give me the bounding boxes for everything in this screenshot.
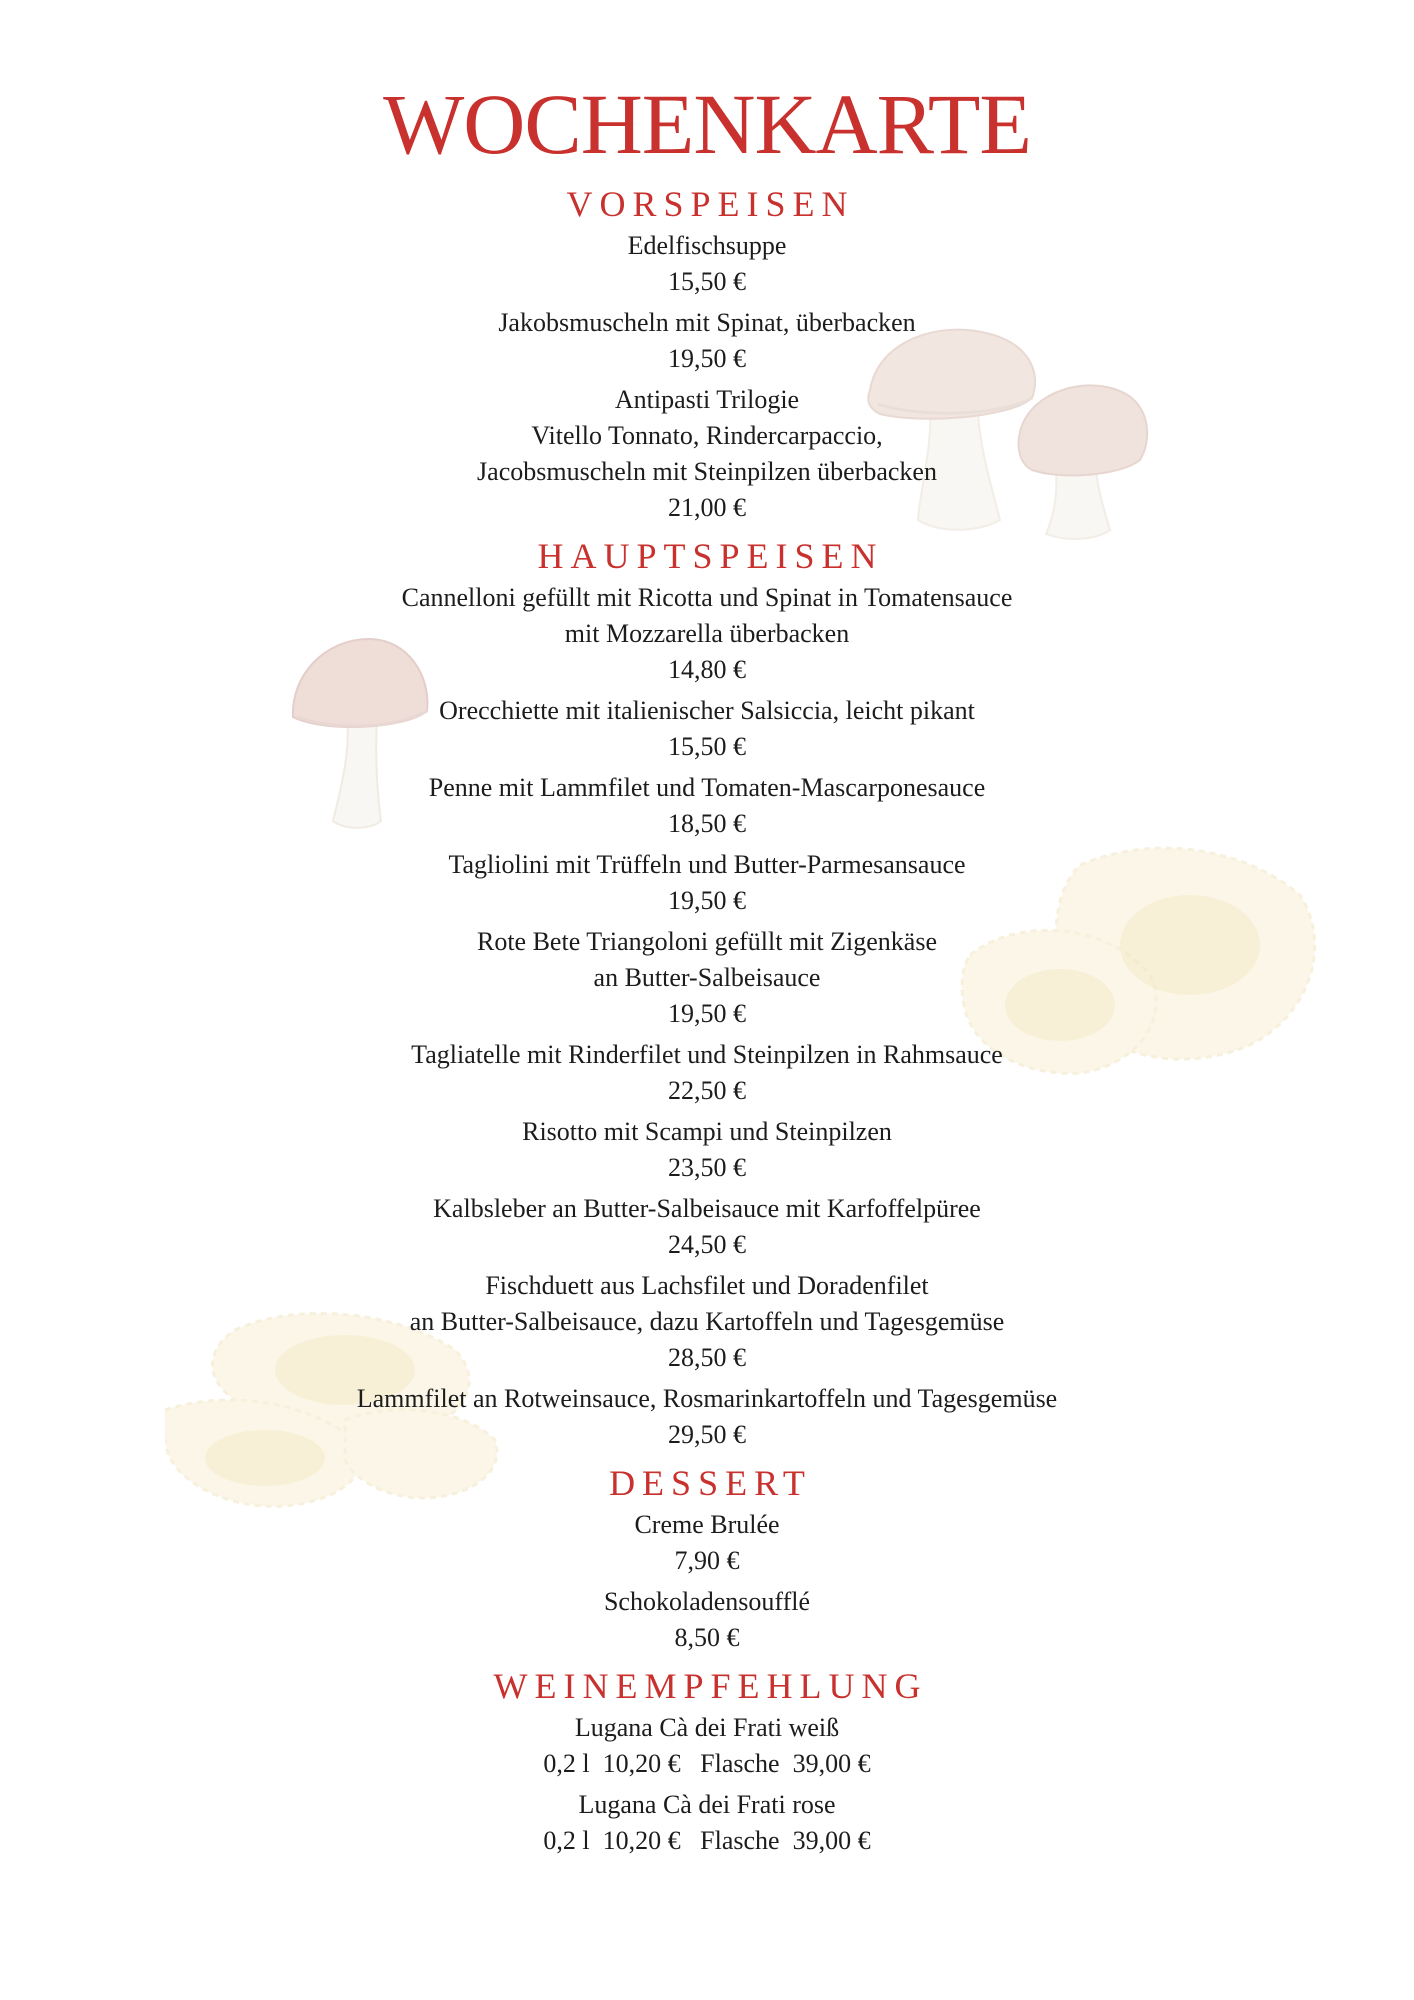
wine-item	[0, 1787, 1414, 1859]
item-price: 23,50 €	[668, 1153, 746, 1182]
menu-item	[0, 305, 1414, 377]
glass-price: 10,20 €	[602, 1826, 681, 1855]
item-name: Fischduett aus Lachsfilet und Doradenfilet	[485, 1271, 929, 1300]
glass-size: 0,2 l	[543, 1826, 590, 1855]
item-price: 22,50 €	[668, 1076, 746, 1105]
item-description: mit Mozzarella überbacken	[564, 619, 850, 648]
item-name: Rote Bete Triangoloni gefüllt mit Zigenkäse	[476, 927, 937, 956]
item-name: Lugana Cà dei Frati weiß	[574, 1713, 840, 1742]
item-name: Creme Brulée	[634, 1510, 780, 1539]
item-name: Antipasti Trilogie	[614, 385, 800, 414]
item-name: Orecchiette mit italienischer Salsiccia, leicht pikant	[439, 696, 975, 725]
menu-item	[0, 580, 1414, 688]
menu-item	[0, 382, 1414, 526]
item-price: 19,50 €	[668, 344, 746, 373]
menu-item	[0, 1268, 1414, 1376]
item-price: 7,90 €	[674, 1546, 740, 1575]
item-name: Tagliolini mit Trüffeln und Butter-Parmesansauce	[448, 850, 966, 879]
item-price: 18,50 €	[668, 809, 746, 838]
item-name: Lammfilet an Rotweinsauce, Rosmarinkartoffeln und Tagesgemüse	[356, 1384, 1058, 1413]
section-title: VORSPEISEN	[566, 184, 855, 224]
menu-item	[0, 1584, 1414, 1656]
item-name: Cannelloni gefüllt mit Ricotta und Spinat in Tomatensauce	[401, 583, 1013, 612]
item-price: 24,50 €	[668, 1230, 746, 1259]
item-price: 28,50 €	[668, 1343, 746, 1372]
item-description: an Butter-Salbeisauce, dazu Kartoffeln und Tagesgemüse	[409, 1307, 1005, 1336]
item-price: 15,50 €	[668, 732, 746, 761]
glass-price: 10,20 €	[602, 1749, 681, 1778]
bottle-price: 39,00 €	[792, 1826, 871, 1855]
section-title: WEINEMPFEHLUNG	[493, 1666, 928, 1706]
menu-item	[0, 1037, 1414, 1109]
bottle-price: 39,00 €	[792, 1749, 871, 1778]
menu-item	[0, 1507, 1414, 1579]
wine-price-row	[0, 1746, 1414, 1782]
menu-item	[0, 228, 1414, 300]
menu-section	[0, 1461, 1414, 1656]
item-name: Edelfischsuppe	[627, 231, 787, 260]
menu-item	[0, 1381, 1414, 1453]
item-price: 8,50 €	[674, 1623, 740, 1652]
item-name: Kalbsleber an Butter-Salbeisauce mit Karfoffelpüree	[433, 1194, 981, 1223]
item-name: Penne mit Lammfilet und Tomaten-Mascarponesauce	[428, 773, 986, 802]
bottle-label: Flasche	[700, 1749, 780, 1778]
menu-sections	[0, 182, 1414, 1859]
page-title: WOCHENKARTE	[383, 76, 1031, 172]
wine-price-row	[0, 1823, 1414, 1859]
item-price: 21,00 €	[668, 493, 746, 522]
item-price: 29,50 €	[668, 1420, 746, 1449]
item-description: an Butter-Salbeisauce	[593, 963, 821, 992]
section-title: DESSERT	[609, 1463, 812, 1503]
item-name: Schokoladensoufflé	[603, 1587, 811, 1616]
item-name: Risotto mit Scampi und Steinpilzen	[522, 1117, 892, 1146]
item-description: Jacobsmuscheln mit Steinpilzen überbacken	[477, 457, 937, 486]
menu-item	[0, 770, 1414, 842]
bottle-label: Flasche	[700, 1826, 780, 1855]
glass-size: 0,2 l	[543, 1749, 590, 1778]
section-title: HAUPTSPEISEN	[537, 536, 884, 576]
item-name: Jakobsmuscheln mit Spinat, überbacken	[498, 308, 916, 337]
menu-section	[0, 1664, 1414, 1859]
item-price: 15,50 €	[668, 267, 746, 296]
wine-item	[0, 1710, 1414, 1782]
item-name: Tagliatelle mit Rinderfilet und Steinpilzen in Rahmsauce	[411, 1040, 1003, 1069]
menu-section	[0, 182, 1414, 526]
item-name: Lugana Cà dei Frati rose	[578, 1790, 836, 1819]
menu-section	[0, 534, 1414, 1453]
item-price: 19,50 €	[668, 886, 746, 915]
item-price: 14,80 €	[668, 655, 746, 684]
menu-item	[0, 924, 1414, 1032]
item-price: 19,50 €	[668, 999, 746, 1028]
menu-item	[0, 847, 1414, 919]
item-description: Vitello Tonnato, Rindercarpaccio,	[531, 421, 883, 450]
menu-item	[0, 1191, 1414, 1263]
menu-item	[0, 1114, 1414, 1186]
menu-item	[0, 693, 1414, 765]
